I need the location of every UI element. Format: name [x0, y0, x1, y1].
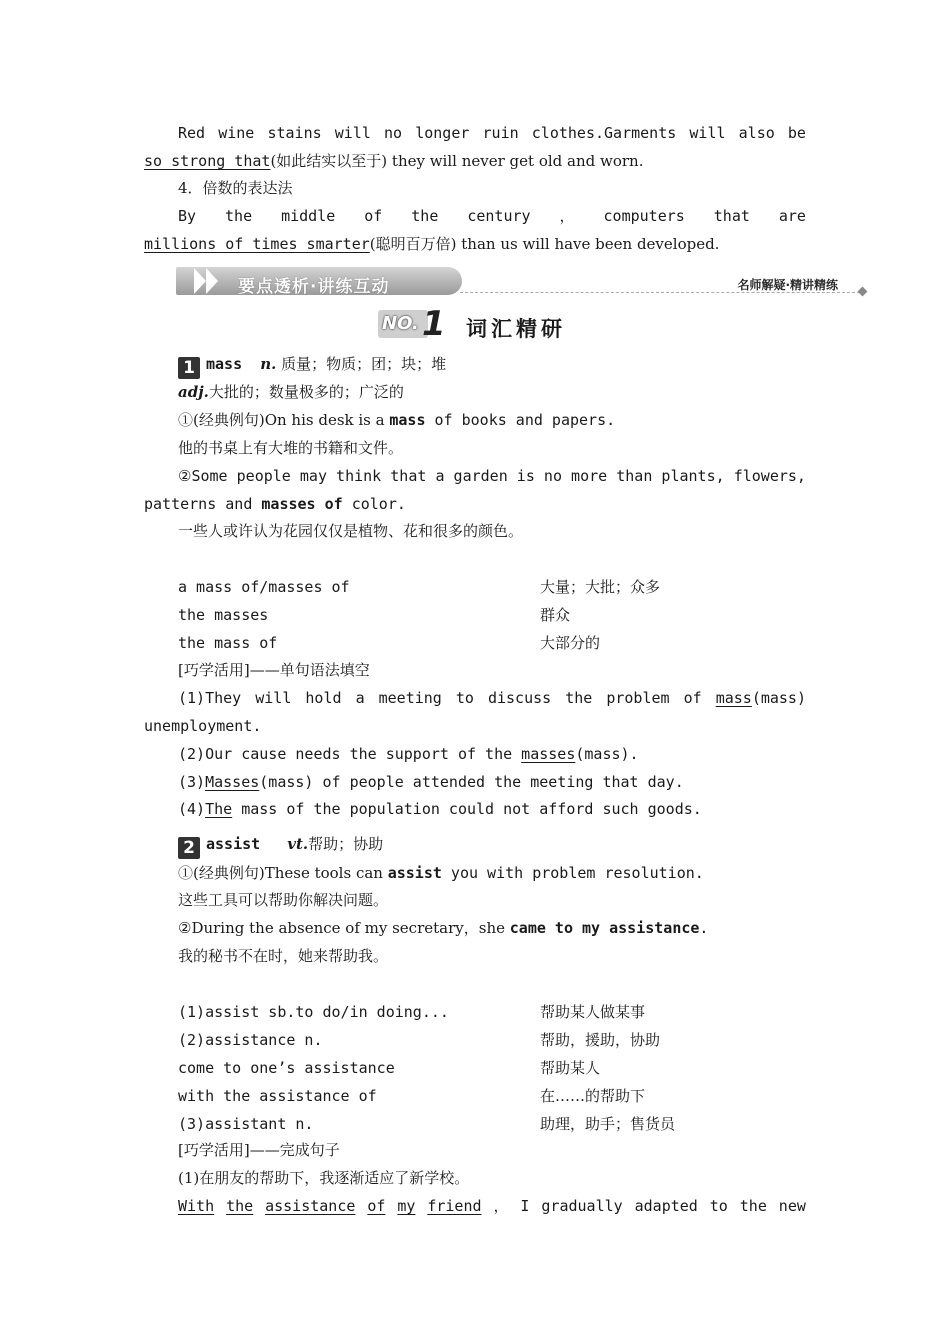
word: stains	[267, 124, 322, 142]
word: middle	[281, 207, 336, 225]
phrase-cn: 帮助某人做某事	[540, 1003, 646, 1021]
phrase-en: (1)assist sb.to do/in doing...	[178, 1003, 449, 1021]
phrase-cn: 帮助某人	[540, 1059, 601, 1077]
assist-example-1: ①(经典例句)These tools can assist you with problem resolution.	[178, 864, 704, 882]
word: flowers,	[733, 467, 806, 485]
word: ②Some	[178, 467, 228, 485]
section-banner	[176, 264, 866, 300]
headword: mass	[206, 355, 243, 373]
word: hold	[305, 689, 342, 707]
word: that	[390, 467, 427, 485]
word: garden	[453, 467, 508, 485]
word: I	[520, 1197, 530, 1215]
heading-multiples: 4．倍数的表达法	[178, 179, 293, 197]
assist-example-2: ②During the absence of my secretary，she came to my assistance.	[178, 919, 709, 937]
line-so-strong: so strong that(如此结实以至于) they will never get old and worn.	[144, 152, 644, 170]
word: (1)They	[178, 689, 242, 707]
word: than	[616, 467, 653, 485]
phrase-cn: 群众	[540, 606, 571, 624]
mass-question-4: (4)The mass of the population could not afford such goods.	[178, 800, 702, 818]
word: will	[334, 124, 371, 142]
word: plants,	[661, 467, 725, 485]
phrase-cn: 大量；大批；众多	[540, 578, 661, 596]
word: of	[367, 1197, 386, 1215]
entry-assist: 2 assist vt.帮助；协助	[178, 834, 383, 859]
word: to	[709, 1197, 728, 1215]
phrase-en: the masses	[178, 606, 269, 624]
diamond-icon	[858, 287, 868, 297]
word: people	[236, 467, 291, 485]
section-title: 词汇精研	[466, 317, 566, 341]
word: no	[384, 124, 403, 142]
word: the	[739, 1197, 767, 1215]
word: new	[778, 1197, 806, 1215]
word: to	[455, 689, 474, 707]
word: gradually	[541, 1197, 623, 1215]
word: friend	[427, 1197, 482, 1215]
word: of	[364, 207, 383, 225]
mass-practice-heading: [巧学活用]——单句语法填空	[178, 661, 370, 679]
word: problem	[606, 689, 670, 707]
chevron-icon	[194, 268, 206, 294]
word: ruin	[482, 124, 519, 142]
phrase-cn: 帮助，援助，协助	[540, 1031, 661, 1049]
section-number: 1	[422, 304, 446, 344]
chevron-icon	[206, 268, 218, 294]
word: adapted	[634, 1197, 698, 1215]
phrase-en: come to one’s assistance	[178, 1059, 395, 1077]
word: no	[543, 467, 562, 485]
assist-example-1-cn: 这些工具可以帮助你解决问题。	[178, 891, 389, 909]
answer: Masses	[205, 773, 260, 791]
phrase-cn: 助理，助手；售货员	[540, 1115, 676, 1133]
word: the	[225, 207, 253, 225]
mass-question-1-cont: unemployment.	[144, 717, 262, 735]
word: Red	[178, 124, 206, 142]
word: computers	[603, 207, 685, 225]
word: ，	[493, 1197, 509, 1215]
phrase-en: (2)assistance n.	[178, 1031, 323, 1049]
section-no-label: NO.	[378, 310, 428, 338]
assist-question-1	[178, 1196, 806, 1216]
mass-example-1: ①(经典例句)On his desk is a mass of books and papers.	[178, 411, 616, 429]
assist-question-1-cn: (1)在朋友的帮助下，我逐渐适应了新学校。	[178, 1169, 470, 1187]
word: wine	[218, 124, 255, 142]
word: mass(mass)	[715, 689, 806, 707]
word: is	[516, 467, 535, 485]
answer-millions-smarter: millions of times smarter	[144, 235, 370, 253]
word: also	[738, 124, 775, 142]
assist-practice-heading: [巧学活用]——完成句子	[178, 1141, 340, 1159]
word: the	[226, 1197, 254, 1215]
word: are	[778, 207, 806, 225]
word: clothes.Garments	[531, 124, 677, 142]
phrase-en: (3)assistant n.	[178, 1115, 314, 1133]
line-millions: millions of times smarter(聪明百万倍) than us will have been developed.	[144, 235, 720, 253]
word: the	[411, 207, 439, 225]
headword: assist	[206, 835, 261, 853]
word: assistance	[265, 1197, 356, 1215]
word: will	[255, 689, 292, 707]
word: be	[787, 124, 806, 142]
line-red-wine	[178, 123, 806, 143]
word: think	[336, 467, 382, 485]
word: ，	[559, 207, 575, 225]
answer: masses	[521, 745, 576, 763]
banner-title: 要点透析·讲练互动	[238, 277, 390, 297]
answer: The	[205, 800, 233, 818]
phrase-en: a mass of/masses of	[178, 578, 350, 596]
word: century	[467, 207, 531, 225]
word: discuss	[487, 689, 552, 707]
word: may	[299, 467, 327, 485]
word: By	[178, 207, 197, 225]
entry-number-badge: 2	[178, 837, 200, 859]
word: With	[178, 1197, 215, 1215]
mass-example-2-cont: patterns and masses of color.	[144, 495, 406, 513]
word: that	[713, 207, 750, 225]
word: a	[355, 689, 365, 707]
phrase-cn: 在……的帮助下	[540, 1087, 646, 1105]
word: my	[397, 1197, 416, 1215]
line-by-the-middle	[178, 206, 806, 226]
mass-question-3: (3)Masses(mass) of people attended the meeting that day.	[178, 773, 684, 791]
word: will	[689, 124, 726, 142]
assist-example-2-cn: 我的秘书不在时，她来帮助我。	[178, 947, 389, 965]
word: a	[435, 467, 445, 485]
word: longer	[415, 124, 470, 142]
word: of	[683, 689, 702, 707]
answer-so-strong-that: so strong that	[144, 152, 271, 170]
phrase-en: with the assistance of	[178, 1087, 377, 1105]
mass-example-2-cn: 一些人或许认为花园仅仅是植物、花和很多的颜色。	[178, 522, 524, 540]
word: more	[571, 467, 608, 485]
phrase-en: the mass of	[178, 634, 278, 652]
banner-subtitle: 名师解疑·精讲精练	[737, 278, 838, 292]
word: the	[565, 689, 593, 707]
word: meeting	[378, 689, 442, 707]
answer: mass	[715, 689, 752, 707]
mass-adj-def: adj.大批的；数量极多的；广泛的	[178, 383, 404, 401]
phrase-cn: 大部分的	[540, 634, 601, 652]
mass-question-2: (2)Our cause needs the support of the masses(mass).	[178, 745, 639, 763]
entry-mass: 1 mass n. 质量；物质；团；块；堆	[178, 354, 446, 379]
mass-example-2	[178, 466, 806, 486]
mass-question-1	[178, 688, 806, 708]
entry-number-badge: 1	[178, 357, 200, 379]
mass-example-1-cn: 他的书桌上有大堆的书籍和文件。	[178, 439, 404, 457]
